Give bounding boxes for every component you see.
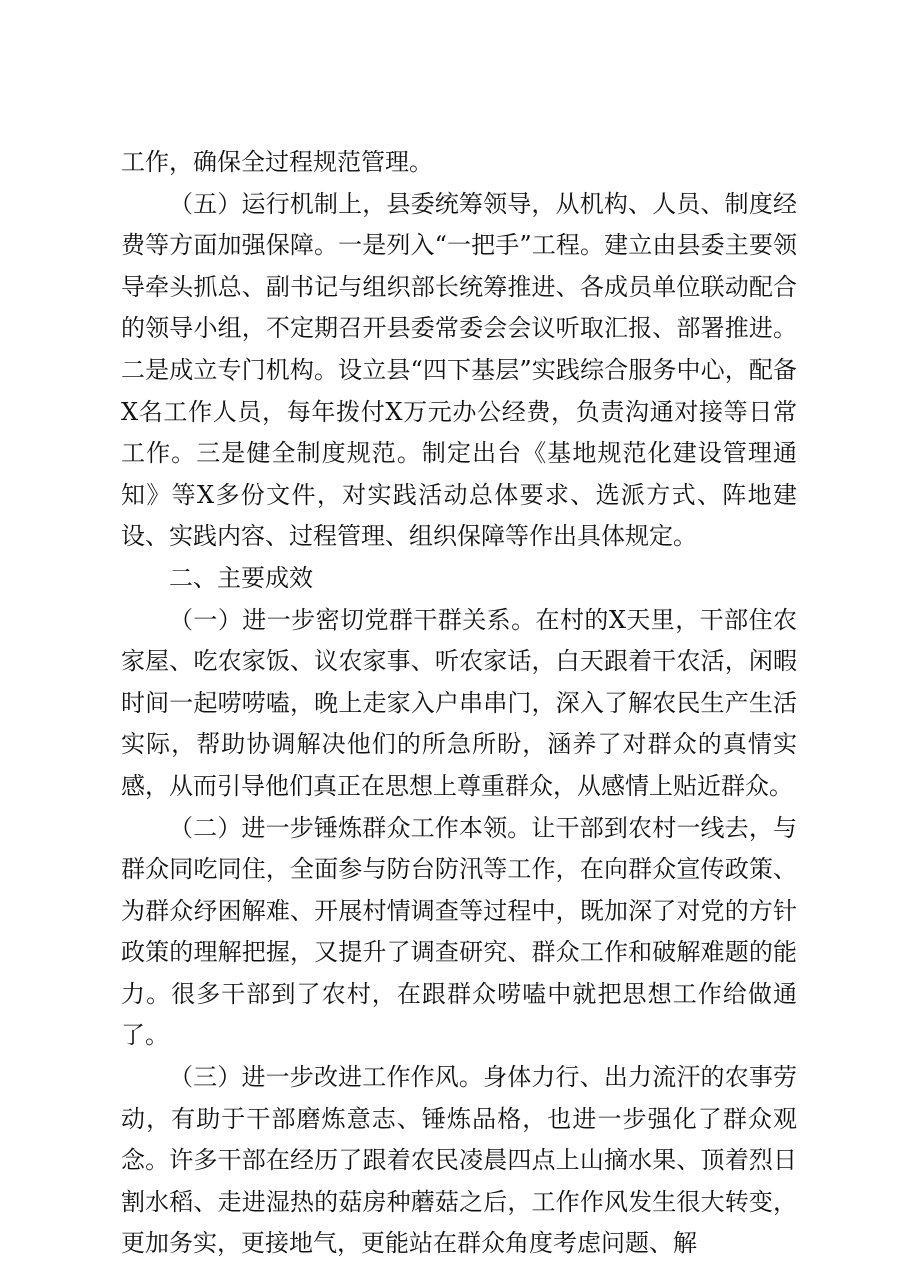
paragraph-continuation: 工作，确保全过程规范管理。	[121, 148, 433, 176]
paragraph-result-1: （一）进一步密切党群干群关系。在村的X天里，干部住农家屋、吃农家饭、议农家事、听农家话，白天跟着干农活，闲暇时间一起唠唠嗑，晚上走家入户串串门，深入了解农民生产生活实际，帮助协调解决他们的所急所盼，涵养了对群众的真情实感，从而引导他们真正在思想上尊重群众，从感情上贴近群众。	[121, 605, 797, 800]
document-body	[121, 142, 797, 1265]
paragraph-operation-mechanism: （五）运行机制上，县委统筹领导，从机构、人员、制度经费等方面加强保障。一是列入“一把手”工程。建立由县委主要领导牵头抓总、副书记与组织部长统筹推进、各成员单位联动配合的领导小组，不定期召开县委常委会会议听取汇报、部署推进。二是成立专门机构。设立县“四下基层”实践综合服务中心，配备X名工作人员，每年拨付X万元办公经费，负责沟通对接等日常工作。三是健全制度规范。制定出台《基地规范化建设管理通知》等X多份文件，对实践活动总体要求、选派方式、阵地建设、实践内容、过程管理、组织保障等作出具体规定。	[121, 189, 797, 551]
paragraph-result-2: （二）进一步锤炼群众工作本领。让干部到农村一线去，与群众同吃同住，全面参与防台防汛等工作，在向群众宣传政策、为群众纾困解难、开展村情调查等过程中，既加深了对党的方针政策的理解把握，又提升了调查研究、群众工作和破解难题的能力。很多干部到了农村，在跟群众唠嗑中就把思想工作给做通了。	[121, 813, 797, 1050]
section-heading-main-results: 二、主要成效	[169, 563, 313, 592]
paragraph-result-3: （三）进一步改进工作作风。身体力行、出力流汗的农事劳动，有助于干部磨炼意志、锤炼品格，也进一步强化了群众观念。许多干部在经历了跟着农民凌晨四点上山摘水果、顶着烈日割水稻、走进湿热的菇房种蘑菇之后，工作作风发生很大转变，更加务实，更接地气，更能站在群众角度考虑问题、解	[121, 1063, 797, 1258]
